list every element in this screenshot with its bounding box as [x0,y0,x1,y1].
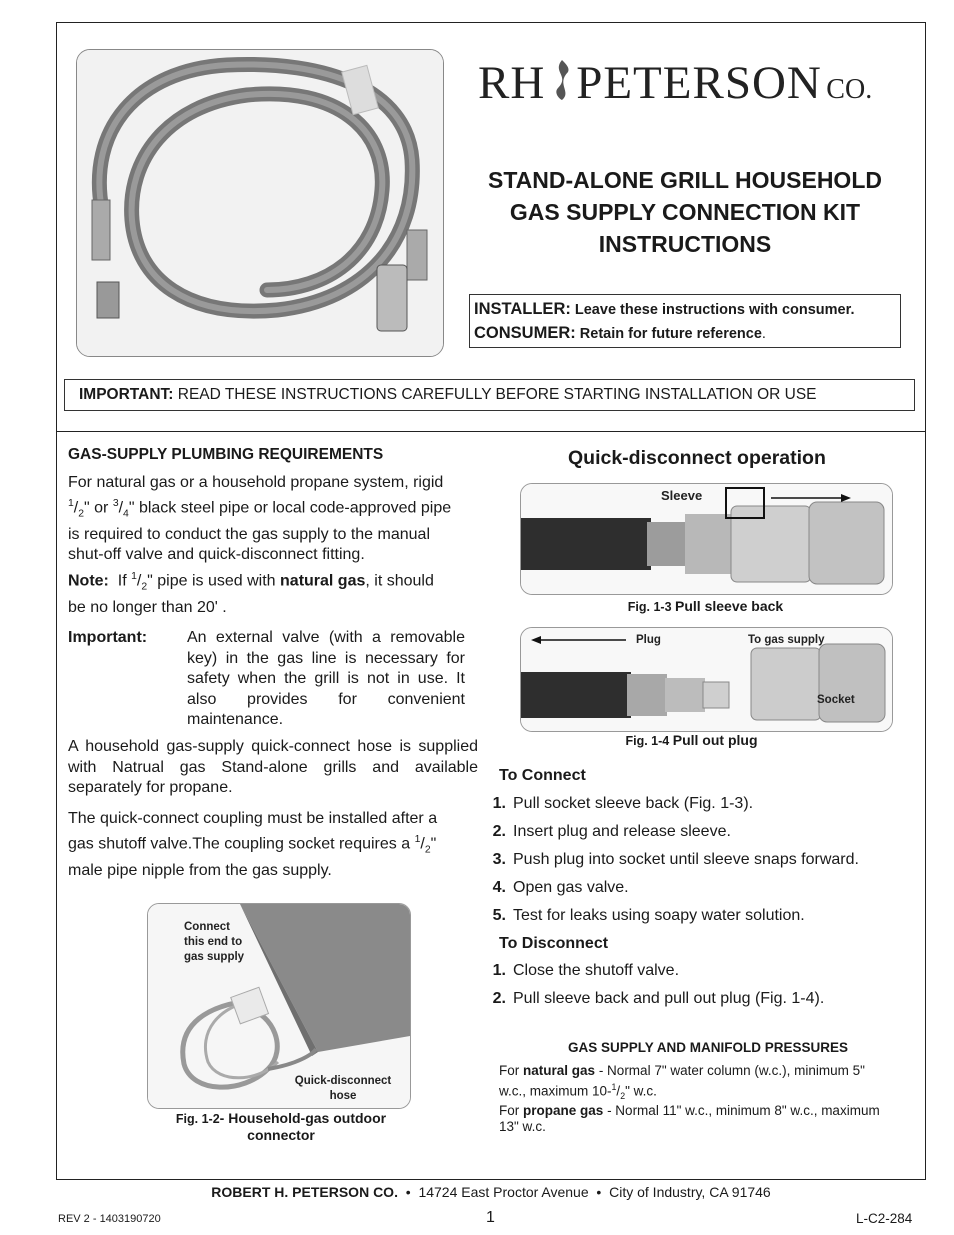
note-text-a: If [117,572,127,590]
step-number: 1. [492,795,506,812]
flame-icon [550,58,572,102]
fig12-caption [150,1110,412,1144]
header-divider [56,431,926,432]
lp-bold: propane gas [523,1103,604,1118]
step-text: Push plug into socket until sleeve snaps forward. [513,851,859,868]
title-line-2: GAS SUPPLY CONNECTION KIT [509,199,861,225]
frac-den: 2 [424,844,431,856]
disconnect-step [480,985,920,1013]
p1-line-d: shut-off valve and quick-disconnect fitting. [68,546,365,564]
important-banner-label: IMPORTANT: [79,386,174,403]
fig13-caption-num: Fig. 1-3 [627,600,672,614]
lp-text-c: 13" w.c. [499,1119,546,1134]
disconnect-step [480,957,920,985]
pressures-heading: GAS SUPPLY AND MANIFOLD PRESSURES [567,1040,849,1055]
fig12-label-line: Quick-disconnect [294,1075,392,1087]
fig12-caption-num: Fig. 1-2 [175,1112,220,1126]
frac-num: 1 [414,833,421,845]
p1-line-b: black steel pipe or local code-approved pipe [138,498,452,516]
step-number: 2. [492,823,506,840]
p4-line-c: male pipe nipple from the gas supply. [68,861,332,879]
fig12-label-line: this end to [184,936,243,948]
important-text: An external valve (with a removable key) in the gas line is necessary for safety when the grill is not in use. It also provides for convenient maintenance. [187,629,465,728]
plumbing-heading: GAS-SUPPLY PLUMBING REQUIREMENTS [68,446,384,463]
step-number: 1. [492,962,506,979]
propane-gas-pressures [499,1103,921,1135]
figure-1-3 [520,483,893,595]
plug-label: Plug [636,634,661,646]
connect-step [480,874,920,902]
step-text: Pull socket sleeve back (Fig. 1-3). [513,795,754,812]
ng-text-c: w.c., maximum 10- [499,1083,612,1099]
installer-label: INSTALLER: [474,300,571,318]
frac-num: 1 [611,1082,617,1092]
ng-text-a: For [499,1063,520,1078]
step-text: Open gas valve. [513,879,629,896]
installer-text: Leave these instructions with consumer. [574,302,855,318]
note-bold: natural gas [280,572,366,590]
title-line-1: STAND-ALONE GRILL HOUSEHOLD [488,167,882,193]
ng-bold: natural gas [523,1063,596,1078]
fig12-label-line: gas supply [184,951,245,963]
frac-num: 3 [112,497,119,509]
step-number: 2. [492,990,506,1007]
step-text: Close the shutoff valve. [513,962,680,979]
important-label [68,628,147,649]
connect-step [480,790,920,818]
fig12-label-top [184,920,244,965]
product-photo [76,49,444,357]
connect-steps [480,790,920,930]
plumbing-paragraph: For natural gas or a household propane system, rigid $^1/_2$" or $^3/_4$" black steel pipe or local code-approved pipe is required to conduct the gas supply to the manual shut-off valve and quick-disconnect fitting. [68,473,480,566]
frac-den: 2 [78,508,85,520]
consumer-text: Retain for future reference [579,326,762,342]
footer-street: 14724 East Proctor Avenue [418,1184,589,1200]
step-number: 4. [492,879,506,896]
fig12-label-line: Connect [184,921,230,933]
natural-gas-pressures: For natural gas - Normal 7" water column (w.c.), minimum 5" w.c., maximum $10-^1/_2$" w.c. [499,1063,865,1102]
lp-text-b: - Normal 11" w.c., minimum 8" w.c., maximum [607,1103,880,1118]
note-paragraph: Note: If $^1/_2$" pipe is used with natural gas, it should be no longer than 20' . [68,567,480,619]
logo-peterson: PETERSON [576,57,822,109]
note-text-d: be no longer than 20' . [68,599,227,617]
document-title [462,164,908,260]
to-disconnect-heading: To Disconnect [499,935,609,952]
hose-paragraph: A household gas-supply quick-connect hose is supplied with Natrual gas Stand-alone grills and available separately for propane. [68,738,478,796]
pull-sleeve-illustration [521,484,892,594]
title-line-3: INSTRUCTIONS [598,231,772,257]
fig14-caption [506,732,877,748]
step-number: 3. [492,851,506,868]
note-label: Note: [68,572,109,590]
step-text: Pull sleeve back and pull out plug (Fig. 1-4). [513,990,825,1007]
fig12-label-bottom [288,1074,398,1104]
p4-line-b: gas shutoff valve.The coupling socket requires a [68,834,411,852]
p1-line-c: is required to conduct the gas supply to the manual [68,525,430,543]
revision-number: REV 2 - 1403190720 [58,1213,161,1225]
disconnect-steps [480,957,920,1013]
important-banner [64,379,915,411]
ng-text-b: - Normal 7" water column (w.c.), minimum 5" [598,1063,865,1078]
sleeve-label: Sleeve [661,488,703,503]
connect-step [480,902,920,930]
important-label-text: Important: [68,629,148,646]
step-number: 5. [492,907,506,924]
quick-disconnect-heading: Quick-disconnect operation [568,447,826,469]
note-text-b: pipe is used with [157,572,276,590]
frac-den: 4 [123,508,129,520]
footer-company: ROBERT H. PETERSON CO. [211,1184,398,1200]
logo-co: CO. [826,74,873,105]
frac-num: 1 [68,497,74,509]
connect-step [480,846,920,874]
page-number: 1 [486,1209,495,1226]
fig13-caption-text: Pull sleeve back [675,598,784,614]
fig13-caption [520,598,891,614]
to-connect-heading: To Connect [499,767,586,784]
note-text-c: , it should [365,572,434,590]
p1-line-a: For natural gas or a household propane system, rigid [68,474,444,491]
important-banner-text: READ THESE INSTRUCTIONS CAREFULLY BEFORE STARTING INSTALLATION OR USE [177,386,817,403]
frac-num: 1 [131,571,137,582]
gas-supply-label: To gas supply [748,634,825,646]
pull-plug-illustration [521,628,892,731]
frac-den: 2 [620,1091,626,1102]
figure-1-2 [147,903,411,1109]
ng-text-d: " w.c. [625,1083,657,1099]
company-logo [478,56,898,116]
lp-text-a: For [499,1103,520,1118]
consumer-label: CONSUMER: [474,324,576,342]
figure-1-4 [520,627,893,732]
coupling-paragraph: The quick-connect coupling must be installed after a gas shutoff valve.The coupling socket requires a $^1/_2$" male pipe nipple from the gas supply. [68,809,480,881]
frac-den: 2 [141,581,148,593]
fig12-caption-text: - Household-gas outdoor connector [219,1110,387,1143]
footer-address: ROBERT H. PETERSON CO. • 14724 East Proctor Avenue • City of Industry, CA 91746 [211,1184,771,1200]
step-text: Insert plug and release sleeve. [513,823,731,840]
step-text: Test for leaks using soapy water solution. [513,907,805,924]
logo-rh: RH [478,57,546,109]
fig14-caption-num: Fig. 1-4 [625,734,670,748]
fig14-caption-text: Pull out plug [672,732,758,748]
installer-notice: INSTALLER: Leave these instructions with consumer. CONSUMER: Retain for future reference. [469,294,901,348]
fig12-label-line: hose [329,1090,357,1102]
document-code: L-C2-284 [856,1211,913,1226]
footer-city: City of Industry, CA 91746 [609,1184,771,1200]
p4-line-a: The quick-connect coupling must be installed after a [68,810,438,827]
socket-label: Socket [817,694,855,706]
connect-step [480,818,920,846]
